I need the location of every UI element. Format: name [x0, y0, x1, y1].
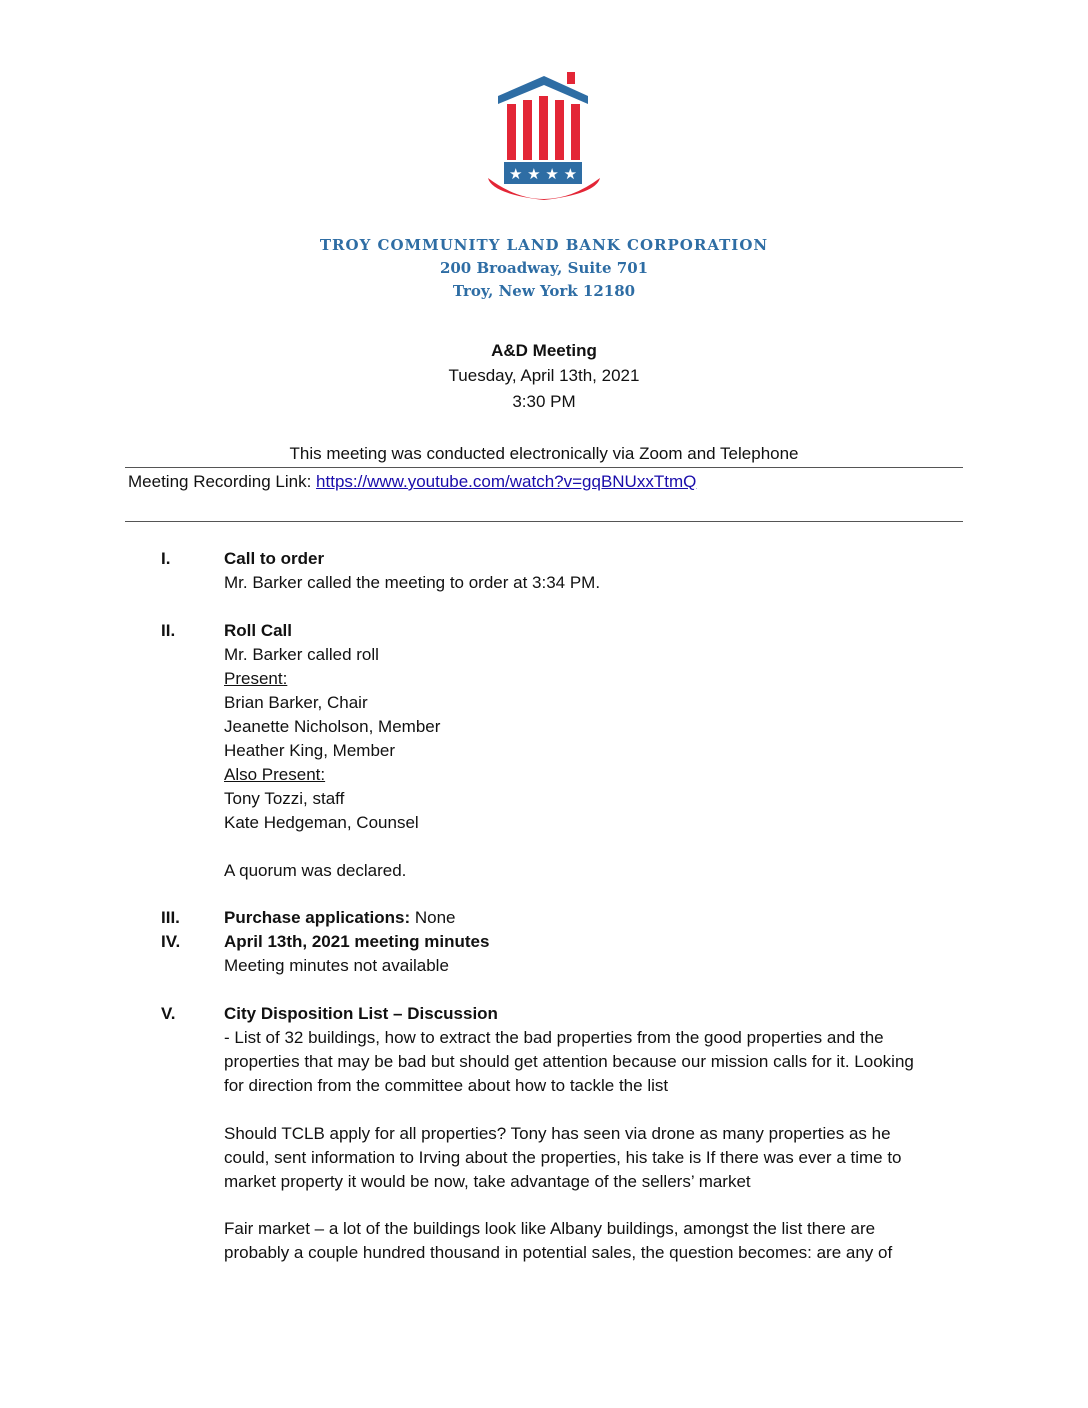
organization-address-line2: Troy, New York 12180 [452, 282, 636, 300]
paragraph-line: probably a couple hundred thousand in potential sales, the question becomes: are any of [224, 1243, 893, 1262]
divider-top [125, 467, 963, 468]
svg-text:★ ★ ★ ★: ★ ★ ★ ★ [508, 165, 578, 183]
attendee: Jeanette Nicholson, Member [224, 717, 441, 736]
recording-link[interactable]: https://www.youtube.com/watch?v=gqBNUxxTtmQ [316, 472, 697, 491]
organization-address-line1: 200 Broadway, Suite 701 [439, 259, 649, 277]
meeting-title: A&D Meeting [491, 341, 597, 360]
divider-bottom [125, 521, 963, 522]
attendee: Brian Barker, Chair [224, 693, 368, 712]
recording-line [128, 472, 696, 492]
recording-label: Meeting Recording Link: [128, 472, 317, 491]
meeting-time: 3:30 PM [512, 392, 576, 411]
paragraph-line: for direction from the committee about how to tackle the list [224, 1076, 669, 1095]
section-numeral: I. [161, 549, 171, 568]
section-numeral: II. [161, 621, 176, 640]
paragraph-line: Should TCLB apply for all properties? Tony has seen via drone as many properties as he [224, 1124, 891, 1143]
section-heading: Roll Call [224, 621, 293, 640]
meeting-date: Tuesday, April 13th, 2021 [448, 366, 640, 385]
section-body: Mr. Barker called the meeting to order at 3:34 PM. [224, 573, 601, 592]
attendee: Tony Tozzi, staff [224, 789, 345, 808]
paragraph-line: could, sent information to Irving about the properties, his take is If there was ever a time to [224, 1148, 902, 1167]
attendee: Kate Hedgeman, Counsel [224, 813, 419, 832]
attendee: Heather King, Member [224, 741, 396, 760]
conducted-note: This meeting was conducted electronically via Zoom and Telephone [289, 444, 799, 463]
roll-call-intro: Mr. Barker called roll [224, 645, 379, 664]
section-heading: City Disposition List – Discussion [224, 1004, 498, 1023]
paragraph-line: properties that may be bad but should get attention because our mission calls for it. Looking [224, 1052, 914, 1071]
quorum-note: A quorum was declared. [224, 861, 407, 880]
paragraph-line: market property it would be now, take advantage of the sellers’ market [224, 1172, 751, 1191]
also-present-label: Also Present: [224, 765, 326, 784]
section-heading-line [224, 906, 456, 930]
section-heading: Call to order [224, 549, 325, 568]
section-heading: Purchase applications: [224, 908, 411, 927]
section-heading: April 13th, 2021 meeting minutes [224, 932, 490, 951]
land-bank-logo [486, 70, 602, 208]
present-label: Present: [224, 669, 288, 688]
organization-name: TROY COMMUNITY LAND BANK CORPORATION [319, 236, 769, 254]
paragraph-line: - List of 32 buildings, how to extract the bad properties from the good properties and the [224, 1028, 884, 1047]
section-numeral: III. [161, 908, 180, 927]
section-value: None [410, 908, 456, 927]
paragraph-line: Fair market – a lot of the buildings look like Albany buildings, amongst the list there are [224, 1219, 876, 1238]
section-numeral: V. [161, 1004, 176, 1023]
section-body: Meeting minutes not available [224, 956, 449, 975]
section-numeral: IV. [161, 932, 181, 951]
